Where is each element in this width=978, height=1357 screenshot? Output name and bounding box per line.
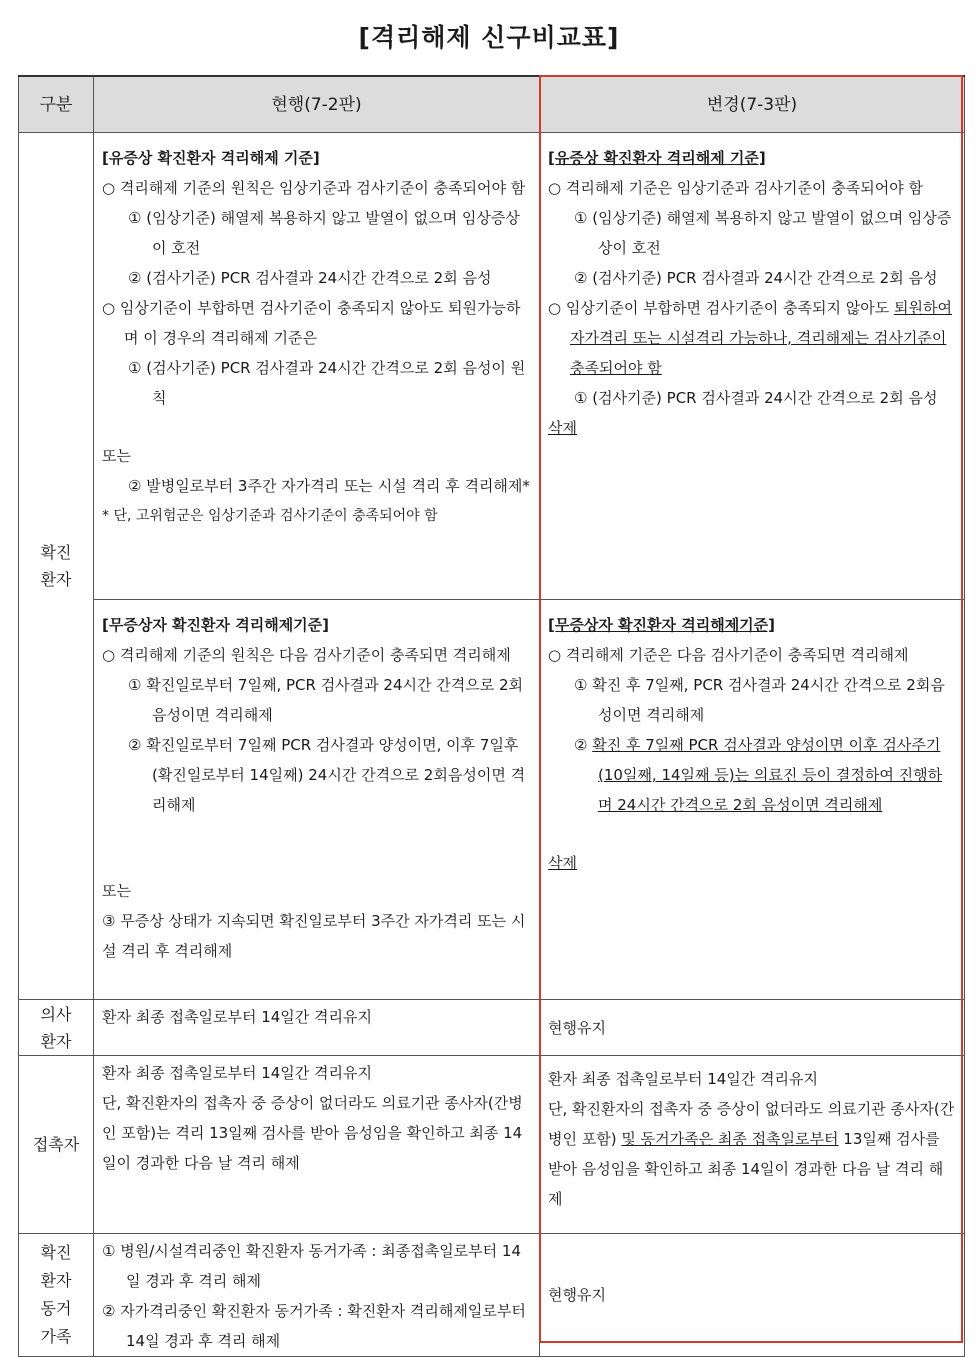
row-family (19, 1234, 965, 1357)
cell-suspected-current: 환자 최종 접촉일로부터 14일간 격리유지 (94, 1000, 540, 1056)
list-item: ② (검사기준) PCR 검사결과 24시간 간격으로 2회 음성 (574, 269, 938, 287)
or-text: 또는 (102, 447, 131, 465)
cell-suspected-changed: 현행유지 (540, 1000, 965, 1056)
row-contact (19, 1056, 965, 1234)
list-item: ① (검사기준) PCR 검사결과 24시간 간격으로 2회 음성 (574, 389, 938, 407)
category-family: 확진 환자 동거 가족 (19, 1234, 94, 1357)
list-item: ○ 격리해제 기준의 원칙은 다음 검사기준이 충족되면 격리해제 (102, 646, 511, 664)
list-item: ① 병원/시설격리중인 확진환자 동거가족 : 최종접촉일로부터 14일 경과 후 격리 해제 (102, 1242, 522, 1290)
category-contact: 접촉자 (19, 1056, 94, 1234)
list-item: ② 발병일로부터 3주간 자가격리 또는 시설 격리 후 격리해제* (128, 477, 530, 495)
underlined-change: 및 동거가족은 최종 접촉일로부터 (621, 1130, 839, 1148)
text-segment: ○ 임상기준이 부합하면 검사기준이 충족되지 않아도 (548, 299, 890, 317)
underlined-change: 확진 후 7일째 PCR 검사결과 양성이면 이후 검사주기(10일째, 14일째 등)는 의료진 등이 결정하여 진행하며 24시간 간격으로 2회 음성이면 격리해제 (592, 736, 943, 814)
deleted-label: 삭제 (548, 854, 577, 872)
header-category: 구분 (19, 76, 94, 133)
list-item: ① 확진일로부터 7일째, PCR 검사결과 24시간 간격으로 2회음성이면 격리해제 (128, 676, 524, 724)
paragraph (548, 1094, 956, 1214)
header-row (19, 76, 965, 133)
cell-symptomatic-current (94, 133, 540, 600)
cell-asymptomatic-current (94, 600, 540, 1000)
list-item: ① (임상기준) 해열제 복용하지 않고 발열이 없으며 임상증상이 호전 (128, 209, 520, 257)
section-heading: [유증상 확진환자 격리해제 기준] (102, 149, 320, 167)
cell-family-changed: 현행유지 (540, 1234, 965, 1357)
cell-contact-changed (540, 1056, 965, 1234)
deleted-label: 삭제 (548, 419, 577, 437)
list-item: ○ 격리해제 기준은 다음 검사기준이 충족되면 격리해제 (548, 646, 909, 664)
list-item: ○ 임상기준이 부합하면 검사기준이 충족되지 않아도 퇴원가능하며 이 경우의 격리해제 기준은 (102, 299, 521, 347)
paragraph: 환자 최종 접촉일로부터 14일간 격리유지 (102, 1064, 373, 1082)
list-item: ○ 격리해제 기준은 임상기준과 검사기준이 충족되어야 함 (548, 179, 923, 197)
row-suspected (19, 1000, 965, 1056)
list-item: ① (검사기준) PCR 검사결과 24시간 간격으로 2회 음성이 원칙 (128, 359, 526, 407)
or-text: 또는 (102, 882, 131, 900)
row-confirmed-symptomatic (19, 133, 965, 600)
underlined-change: 퇴원하여 자가격리 또는 시설격리 가능하나, 격리해제는 검사기준이 충족되어야 함 (570, 299, 952, 377)
list-item: ② 자가격리중인 확진환자 동거가족 : 확진환자 격리해제일로부터 14일 경과 후 격리 해제 (102, 1302, 526, 1350)
footnote: * 단, 고위험군은 임상기준과 검사기준이 충족되어야 함 (102, 508, 438, 524)
paragraph: 환자 최종 접촉일로부터 14일간 격리유지 (548, 1070, 819, 1088)
category-confirmed: 확진 환자 (19, 133, 94, 1000)
row-confirmed-asymptomatic (19, 600, 965, 1000)
section-heading: [무증상자 확진환자 격리해제기준] (548, 616, 776, 634)
section-heading: [무증상자 확진환자 격리해제기준] (102, 616, 330, 634)
category-suspected: 의사 환자 (19, 1000, 94, 1056)
cell-symptomatic-changed (540, 133, 965, 600)
list-item: ① 확진 후 7일째, PCR 검사결과 24시간 간격으로 2회음성이면 격리해제 (574, 676, 945, 724)
list-item: ③ 무증상 상태가 지속되면 확진일로부터 3주간 자가격리 또는 시설 격리 후 격리해제 (102, 912, 526, 960)
header-current: 현행(7-2판) (94, 76, 540, 133)
list-item: ○ 격리해제 기준의 원칙은 임상기준과 검사기준이 충족되어야 함 (102, 179, 526, 197)
text-segment: 13일째 검사를 받아 음성임을 확인하고 최종 14일이 경과한 다음 날 격리 해제 (548, 1130, 944, 1208)
list-item: ② 확진일로부터 7일째 PCR 검사결과 양성이면, 이후 7일후(확진일로부터 14일째) 24시간 간격으로 2회음성이면 격리해제 (128, 736, 526, 814)
list-item (548, 730, 956, 820)
cell-asymptomatic-changed (540, 600, 965, 1000)
cell-contact-current (94, 1056, 540, 1234)
list-item: ② (검사기준) PCR 검사결과 24시간 간격으로 2회 음성 (128, 269, 492, 287)
cell-family-current (94, 1234, 540, 1357)
page-title: [격리해제 신구비교표] (358, 23, 620, 52)
list-item (548, 293, 956, 383)
header-changed: 변경(7-3판) (540, 76, 965, 133)
text-segment: 단, 확진환자의 접촉자 중 증상이 없더라도 의료기관 종사자(간병인 포함) (548, 1100, 955, 1148)
section-heading: [유증상 확진환자 격리해제 기준] (548, 149, 766, 167)
comparison-table (18, 75, 965, 1357)
text-segment: ② (574, 736, 593, 754)
paragraph: 단, 확진환자의 접촉자 중 증상이 없더라도 의료기관 종사자(간병인 포함)는 격리 13일째 검사를 받아 음성임을 확인하고 최종 14일이 경과한 다음 날 격리 해제 (102, 1094, 523, 1172)
list-item: ① (임상기준) 해열제 복용하지 않고 발열이 없으며 임상증상이 호전 (574, 209, 952, 257)
